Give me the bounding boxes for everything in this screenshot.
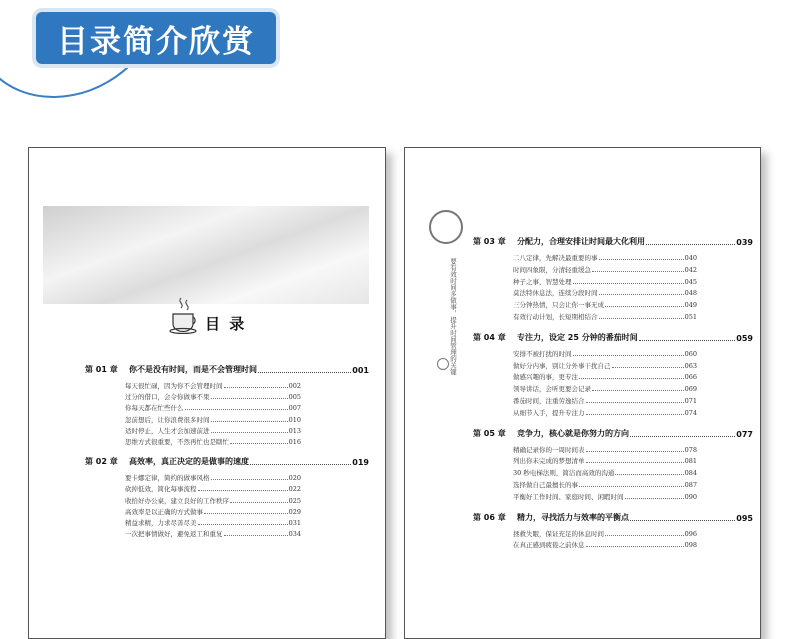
toc-entry	[513, 456, 697, 465]
leader-dots	[586, 451, 684, 452]
leader-dots	[224, 387, 288, 388]
entry-page-number: 002	[288, 382, 301, 390]
leader-dots	[573, 283, 684, 284]
toc-entry	[513, 408, 697, 417]
leader-dots	[599, 259, 684, 260]
entry-page-number: 071	[684, 397, 697, 405]
entry-title: 时间四象限，分清轻重缓急	[513, 265, 591, 274]
leader-dots	[224, 535, 288, 536]
leader-dots	[599, 294, 684, 295]
entry-title: 莫法特休息法，连续分段时间	[513, 289, 598, 298]
entry-page-number: 060	[684, 349, 697, 358]
toc-entry	[513, 396, 697, 405]
chapter-heading	[473, 332, 753, 343]
chapter-title: 你不是没有时间，而是不会管理时间	[129, 365, 257, 374]
entry-title: 做感兴趣的事，更专注	[513, 373, 578, 382]
chapter-number: 第 06 章	[473, 512, 506, 522]
book-page-left	[28, 147, 386, 639]
entry-title: 30 秒电梯法则，简洁而高效的沟通	[513, 469, 615, 478]
entry-page-number: 020	[288, 474, 301, 483]
entry-page-number: 087	[684, 481, 697, 489]
toc-entry	[125, 392, 301, 401]
entry-title: 一次把事情做好，避免返工和重复	[125, 530, 223, 539]
leader-dots	[211, 432, 288, 433]
leader-dots	[586, 402, 684, 403]
chapter-number: 第 01 章	[85, 365, 118, 374]
leader-dots	[204, 513, 288, 514]
chapter-number: 第 04 章	[473, 332, 506, 342]
entry-page-number: 016	[288, 438, 301, 446]
toc-label: 目 录	[205, 315, 247, 333]
book-page-right	[404, 147, 761, 639]
leader-dots	[630, 520, 735, 521]
entry-title: 三分钟热情，只会让你一事无成	[513, 301, 604, 310]
entry-title: 从细节入手，提升专注力	[513, 408, 585, 417]
entry-title: 思维方式很重要，不然再忙也是瞎忙	[125, 438, 229, 446]
toc-entry	[125, 415, 301, 424]
entry-title: 你每天都在忙些什么	[125, 404, 184, 413]
toc-entry	[513, 349, 697, 358]
entry-title: 高效率是以正确的方式做事	[125, 507, 203, 516]
entry-page-number: 042	[684, 265, 697, 274]
alarm-clock-icon	[429, 210, 463, 244]
entry-title: 安排不被打扰的时间	[513, 349, 572, 358]
toc-entry	[125, 403, 301, 412]
chapter-number: 第 02 章	[85, 457, 118, 467]
chapter-title: 分配力，合理安排让时间最大化利用	[517, 237, 645, 246]
entry-title: 适时停止，人生才会加速前进	[125, 426, 210, 435]
leader-dots	[579, 486, 684, 487]
entry-page-number: 005	[288, 393, 301, 402]
leader-dots	[586, 414, 684, 415]
entry-title: 精益求精，力求尽善尽美	[125, 519, 197, 527]
leader-dots	[579, 378, 684, 379]
entry-title: 砍掉低效，简化每事流程	[125, 485, 197, 494]
chapter-page-number: 077	[736, 429, 753, 439]
entry-title: 领导讲话，会听更要会记录	[513, 385, 591, 394]
chapter-page-number: 039	[736, 238, 753, 247]
entry-title: 要卡娜定律，简约的做事风格	[125, 474, 210, 483]
entry-page-number: 078	[684, 445, 697, 454]
entry-page-number: 084	[684, 469, 697, 478]
toc-entry	[513, 265, 697, 274]
leader-dots	[230, 502, 288, 503]
leader-dots	[612, 367, 684, 368]
entry-page-number: 010	[288, 415, 301, 424]
entry-page-number: 051	[684, 313, 697, 321]
chapter-heading	[85, 364, 369, 375]
leader-dots	[586, 546, 684, 547]
entry-page-number: 090	[684, 492, 697, 501]
toc-entry	[513, 384, 697, 393]
entry-page-number: 048	[684, 289, 697, 298]
leader-dots	[605, 306, 684, 307]
toc-entry	[125, 529, 301, 538]
entry-page-number: 066	[684, 373, 697, 382]
chapter-title: 专注力，设定 25 分钟的番茄时间	[517, 332, 638, 342]
chapter-number: 第 05 章	[473, 428, 506, 438]
entry-page-number: 098	[684, 541, 697, 550]
entry-title: 每天很忙碌，因为你不会管理时间	[125, 382, 223, 390]
entry-page-number: 096	[684, 529, 697, 538]
header-swoosh-graphic	[43, 206, 369, 304]
entry-page-number: 031	[288, 519, 301, 527]
chapter-number: 第 03 章	[473, 237, 506, 246]
entry-page-number: 013	[288, 426, 301, 435]
coffee-cup-icon	[169, 296, 199, 334]
chapter-title: 精力，寻找活力与效率的平衡点	[517, 512, 629, 522]
leader-dots	[625, 498, 684, 499]
entry-page-number: 081	[684, 457, 697, 466]
leader-dots	[605, 535, 684, 536]
leader-dots	[639, 340, 736, 341]
chapter-title: 竞争力，核心就是你努力的方向	[517, 428, 629, 438]
chapter-page-number: 095	[736, 513, 753, 523]
toc-entry	[513, 277, 697, 286]
leader-dots	[211, 398, 288, 399]
toc-entry	[125, 518, 301, 527]
leader-dots	[646, 244, 735, 245]
entry-title: 精确记录你的一周时间表	[513, 445, 585, 454]
entry-page-number: 040	[684, 254, 697, 262]
entry-page-number: 074	[684, 408, 697, 417]
toc-entry	[513, 288, 697, 297]
leader-dots	[258, 372, 351, 373]
toc-entry	[513, 300, 697, 309]
chapter-page-number: 059	[736, 333, 753, 343]
entry-page-number: 045	[684, 277, 697, 286]
leader-dots	[250, 464, 351, 465]
entry-title: 番茄时间，注重劳逸结合	[513, 397, 585, 405]
toc-entry	[513, 372, 697, 381]
chapter-heading	[473, 428, 753, 439]
entry-page-number: 022	[288, 485, 301, 494]
side-vertical-text: 要有效时间多做事，提升时间管理的关键	[449, 258, 457, 375]
leader-dots	[211, 479, 288, 480]
toc-entry	[125, 381, 301, 390]
entry-page-number: 007	[288, 404, 301, 413]
entry-title: 选择做自己最擅长的事	[513, 481, 578, 489]
toc-entry	[513, 253, 697, 262]
entry-page-number: 069	[684, 385, 697, 394]
toc-entry	[513, 445, 697, 454]
toc-entry	[513, 529, 697, 538]
entry-page-number: 025	[288, 496, 301, 505]
toc-entry	[513, 361, 697, 370]
toc-entry	[125, 507, 301, 516]
toc-entry	[513, 480, 697, 489]
toc-entry	[125, 473, 301, 482]
chapter-page-number: 019	[352, 458, 369, 468]
leader-dots	[198, 524, 288, 525]
leader-dots	[592, 271, 684, 272]
toc-entry	[125, 426, 301, 435]
entry-title: 拯救失眠，保证充足的休息时间	[513, 529, 604, 538]
chapter-heading	[473, 512, 753, 523]
toc-entry	[513, 540, 697, 549]
toc-entry	[125, 437, 301, 446]
leader-dots	[211, 421, 288, 422]
entry-title: 在真正感到疲倦之前休息	[513, 541, 585, 550]
small-clock-icon	[437, 358, 449, 370]
leader-dots	[573, 355, 684, 356]
section-banner	[36, 12, 276, 64]
entry-title: 二八定律，先解决最重要的事	[513, 254, 598, 262]
leader-dots	[599, 318, 684, 319]
entry-title: 列出你未完成的梦想清单	[513, 457, 585, 466]
entry-page-number: 049	[684, 301, 697, 310]
leader-dots	[586, 462, 684, 463]
leader-dots	[230, 443, 288, 444]
leader-dots	[630, 436, 735, 437]
entry-title: 过分的借口，会令你做事不果	[125, 393, 210, 402]
entry-title: 有效行动计划，长短期相结合	[513, 313, 598, 321]
leader-dots	[592, 390, 684, 391]
entry-title: 种子之事，智慧处理	[513, 277, 572, 286]
leader-dots	[185, 409, 288, 410]
chapter-page-number: 001	[352, 366, 369, 375]
entry-page-number: 034	[288, 530, 301, 539]
toc-entry	[513, 468, 697, 477]
toc-entry	[125, 496, 301, 505]
banner-title: 目录简介欣赏	[57, 23, 255, 60]
leader-dots	[615, 474, 683, 475]
chapter-heading	[85, 456, 369, 467]
toc-entry	[513, 312, 697, 321]
toc-entry	[125, 484, 301, 493]
entry-page-number: 029	[288, 507, 301, 516]
entry-title: 忽前想后，让你浪费很多时间	[125, 415, 210, 424]
entry-page-number: 063	[684, 361, 697, 370]
chapter-heading	[473, 236, 753, 247]
entry-title: 收拾好办公桌，建立良好的工作秩序	[125, 496, 229, 505]
toc-entry	[513, 492, 697, 501]
entry-title: 做好分内事，别让分外事干扰自己	[513, 361, 611, 370]
chapter-title: 高效率，真正决定的是做事的速度	[129, 457, 249, 467]
entry-title: 平衡好工作时间、家庭时间、闲暇时间	[513, 492, 624, 501]
toc-heading	[169, 296, 246, 334]
leader-dots	[198, 490, 288, 491]
